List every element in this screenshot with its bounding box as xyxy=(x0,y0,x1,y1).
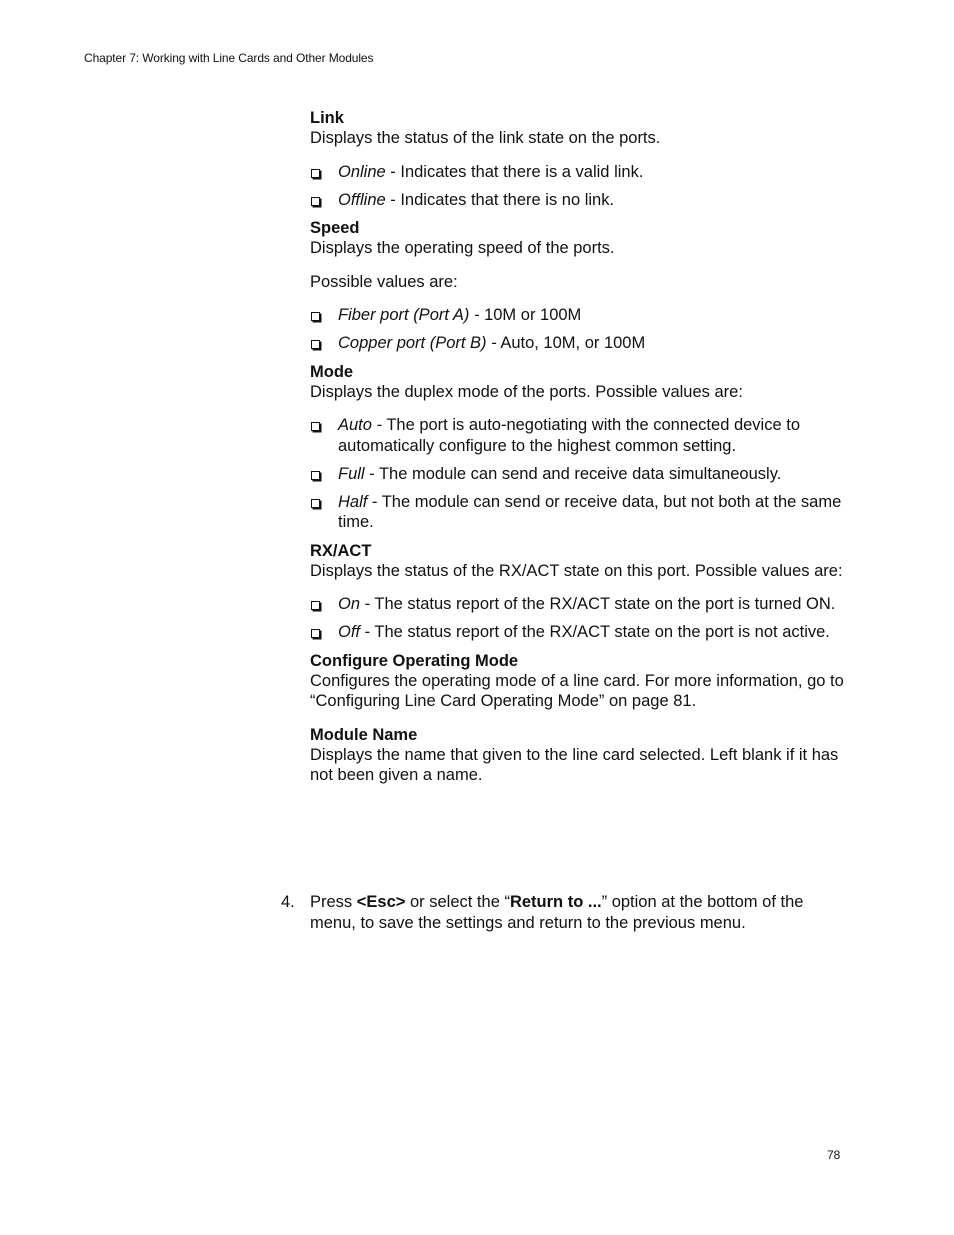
item-term: Online xyxy=(338,162,386,181)
main-content xyxy=(310,108,850,799)
item-term: Auto - xyxy=(338,416,383,434)
item-text: - Indicates that there is no link. xyxy=(385,190,615,209)
section-heading: RX/ACT xyxy=(310,541,372,560)
value-list xyxy=(310,594,850,643)
item-text: - Indicates that there is a valid link. xyxy=(385,162,644,181)
item-text: The port is auto-negotiating with the connected device to automatically configure to the highest common setting. xyxy=(338,416,800,455)
checkbox-bullet-icon xyxy=(311,601,320,610)
list-item xyxy=(310,162,850,183)
running-head: Chapter 7: Working with Line Cards and Other Modules xyxy=(84,51,374,65)
item-term: Off xyxy=(338,623,361,641)
section-module-name xyxy=(310,725,850,786)
item-term: Full xyxy=(338,464,365,483)
value-list xyxy=(310,162,850,211)
section-description: Displays the operating speed of the ports. xyxy=(310,239,615,257)
step-text-pre: Press xyxy=(310,893,357,911)
list-item xyxy=(310,594,850,615)
item-text: Auto, 10M, or 100M xyxy=(496,334,646,352)
checkbox-bullet-icon xyxy=(311,471,320,480)
return-option-label: Return to ... xyxy=(509,893,602,911)
item-term: Copper port (Port B) - xyxy=(338,334,497,352)
value-list xyxy=(310,415,850,533)
step-number: 4. xyxy=(281,893,295,911)
item-term: Fiber port (Port A) - xyxy=(338,306,480,324)
list-item xyxy=(310,622,850,643)
section-description: Displays the status of the link state on the ports. xyxy=(310,129,661,147)
checkbox-bullet-icon xyxy=(311,629,320,638)
step-text-mid: or select the “ xyxy=(405,893,510,911)
checkbox-bullet-icon xyxy=(311,340,320,349)
checkbox-bullet-icon xyxy=(311,499,320,508)
item-term: Offline xyxy=(338,190,386,209)
page-number: 78 xyxy=(827,1148,841,1162)
value-list xyxy=(310,305,850,354)
section-heading: Mode xyxy=(310,362,354,381)
section-link xyxy=(310,108,850,210)
section-heading: Speed xyxy=(310,219,360,237)
item-term: Half xyxy=(338,492,368,511)
list-item xyxy=(310,190,850,211)
section-heading: Module Name xyxy=(310,725,418,744)
esc-key-label: <Esc> xyxy=(356,893,406,911)
item-term: On xyxy=(338,595,361,613)
section-heading: Configure Operating Mode xyxy=(310,651,519,670)
list-item xyxy=(310,333,850,354)
list-item xyxy=(310,492,850,533)
section-description: Displays the name that given to the line card selected. Left blank if it has not been given a name. xyxy=(310,745,839,784)
step-text-post: ” option at the bottom of the menu, to save the settings and return to the previous menu. xyxy=(310,893,804,932)
section-description: Displays the status of the RX/ACT state on this port. Possible values are: xyxy=(310,561,843,580)
list-item xyxy=(310,305,850,326)
item-text: - The module can send or receive data, but not both at the same time. xyxy=(338,492,842,531)
item-text: 10M or 100M xyxy=(479,306,582,324)
step-text xyxy=(310,892,851,934)
section-description: Displays the duplex mode of the ports. Possible values are: xyxy=(310,382,743,401)
list-item xyxy=(310,464,850,485)
section-description-2: Possible values are: xyxy=(310,272,458,291)
list-item xyxy=(310,415,850,456)
section-rxact xyxy=(310,541,850,643)
section-heading: Link xyxy=(310,109,344,127)
checkbox-bullet-icon xyxy=(311,197,320,206)
checkbox-bullet-icon xyxy=(311,169,320,178)
item-text: - The module can send and receive data simultaneously. xyxy=(364,464,782,483)
section-configure-operating-mode xyxy=(310,651,850,712)
procedure-step-4 xyxy=(281,892,851,934)
section-mode xyxy=(310,362,850,533)
checkbox-bullet-icon xyxy=(311,422,320,431)
section-speed xyxy=(310,218,850,354)
item-text: - The status report of the RX/ACT state on the port is not active. xyxy=(360,623,830,641)
item-text: - The status report of the RX/ACT state on the port is turned ON. xyxy=(360,595,836,613)
checkbox-bullet-icon xyxy=(311,312,320,321)
section-description: Configures the operating mode of a line card. For more information, go to “Configuring Line Card Operating Mode” on page 81. xyxy=(310,671,844,710)
